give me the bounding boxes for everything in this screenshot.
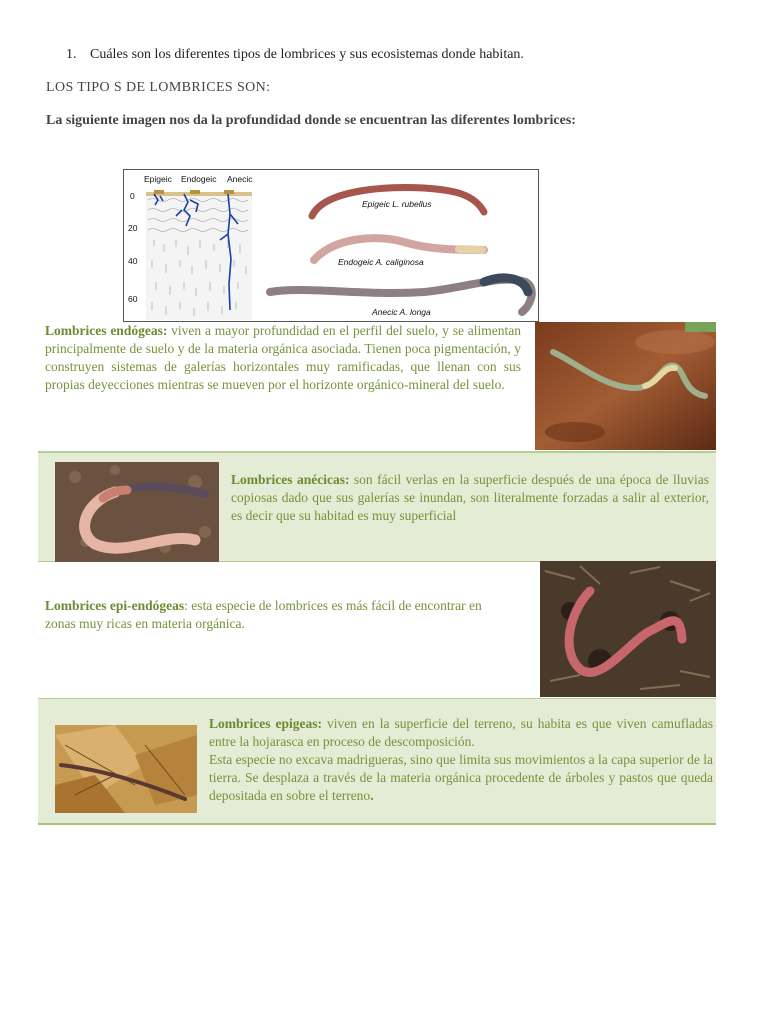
- label-epigeic-worm: Epigeic L. rubellus: [362, 199, 432, 209]
- section-epigeas: [38, 698, 716, 825]
- section-body: : esta especie de lombrices es más fácil de encontrar en zonas muy ricas en materia orgánica.: [45, 598, 482, 631]
- section-body: viven a mayor profundidad en el perfil del suelo, y se alimentan principalmente de suelo y de la materia orgánica asociada. Tienen poca pigmentación, y construyen sistemas de galerías horizontales muy ramificadas, que llenan con sus propias deyecciones mientras se mueven por el horizonte orgánico-mineral del suelo.: [45, 323, 522, 392]
- section-title: Lombrices anécicas:: [231, 472, 350, 487]
- figure-col-endogeic: Endogeic: [181, 174, 217, 184]
- section-endogeas-text: [45, 322, 521, 394]
- section-title: Lombrices endógeas:: [45, 323, 168, 338]
- section-body: son fácil verlas en la superficie después de una época de lluvias copiosas dado que sus galerías se inundan, son literalmente forzadas a salir al exterior, es decir que su habitad es muy superficial: [231, 472, 709, 523]
- epigeic-worm-photo: [55, 725, 197, 813]
- depth-tick: 60: [128, 294, 138, 304]
- section-anecicas: [38, 452, 716, 562]
- epi-endogeic-worm-photo: [540, 561, 716, 697]
- figure-col-anecic: Anecic: [227, 174, 253, 184]
- question-text: Cuáles son los diferentes tipos de lombrices y sus ecosistemas donde habitan.: [90, 47, 524, 62]
- depth-tick: 0: [130, 191, 135, 201]
- depth-tick: 40: [128, 256, 138, 266]
- figure-col-epigeic: Epigeic: [144, 174, 172, 184]
- section-endogeas: [38, 320, 716, 452]
- figure-intro: La siguiente imagen nos da la profundidad donde se encuentran las diferentes lombrices:: [46, 113, 576, 128]
- section-epigeas-text: [209, 715, 713, 805]
- section-anecicas-text: [231, 471, 709, 525]
- label-anecic-worm: Anecic A. longa: [372, 307, 431, 317]
- earthworm-depth-figure: [123, 169, 539, 322]
- section-body-2: Esta especie no excava madrigueras, sino que limita sus movimientos a la capa superior de la tierra. Se desplaza a través de la materia orgánica procedente de árboles y pastos que queda depositada en sobre el terreno: [209, 752, 713, 803]
- section-epi-endogeas: [38, 561, 716, 697]
- question-number: 1.: [66, 47, 77, 62]
- section-body-2-end: .: [370, 788, 374, 803]
- question-line: [66, 47, 524, 63]
- section-heading: LOS TIPO S DE LOMBRICES SON:: [46, 80, 271, 95]
- section-title: Lombrices epigeas:: [209, 716, 322, 731]
- section-body: viven en la superficie del terreno, su habita es que viven camufladas entre la hojarasca en proceso de descomposición.: [209, 716, 713, 749]
- depth-tick: 20: [128, 223, 138, 233]
- label-endogeic-worm: Endogeic A. caliginosa: [338, 257, 424, 267]
- anecic-worm-photo: [55, 462, 219, 562]
- section-title: Lombrices epi-endógeas: [45, 598, 185, 613]
- section-epi-endogeas-text: [45, 597, 515, 633]
- endogeic-worm-photo: [535, 322, 716, 450]
